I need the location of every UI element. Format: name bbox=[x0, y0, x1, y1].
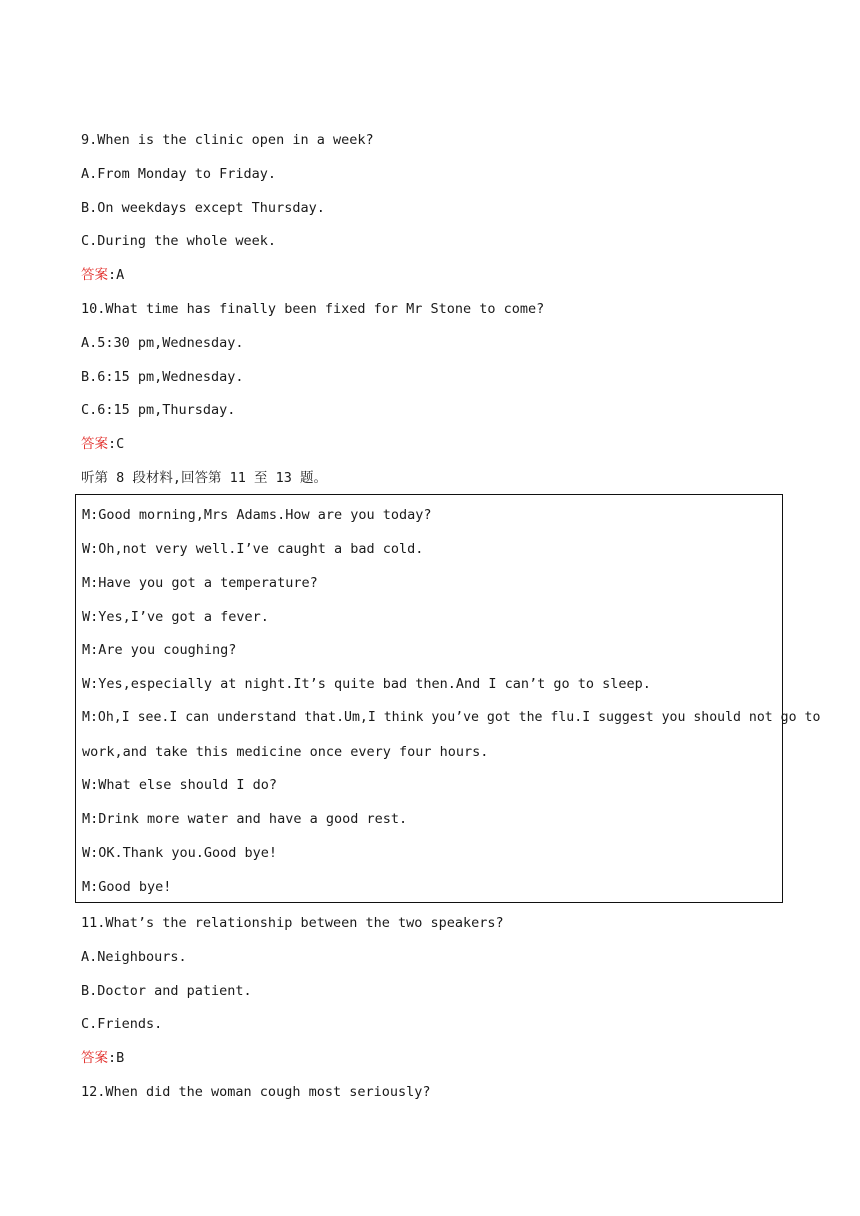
dialogue-line: W:What else should I do? bbox=[82, 777, 278, 793]
question-12: 12.When did the woman cough most seriously? bbox=[81, 1084, 431, 1100]
answer-value: :A bbox=[108, 267, 125, 283]
dialogue-line: work,and take this medicine once every four hours. bbox=[82, 744, 489, 760]
q11-option-c: C.Friends. bbox=[81, 1016, 163, 1032]
dialogue-line: W:Yes,I’ve got a fever. bbox=[82, 609, 269, 625]
q9-answer bbox=[81, 265, 124, 285]
dialogue-line: M:Oh,I see.I can understand that.Um,I think you’ve got the flu.I suggest you should not go to bbox=[82, 710, 821, 725]
answer-value: :B bbox=[108, 1050, 125, 1066]
q10-answer bbox=[81, 434, 124, 454]
q10-option-a: A.5:30 pm,Wednesday. bbox=[81, 335, 244, 351]
q10-option-b: B.6:15 pm,Wednesday. bbox=[81, 369, 244, 385]
dialogue-line: W:Yes,especially at night.It’s quite bad then.And I can’t go to sleep. bbox=[82, 676, 651, 692]
dialogue-line: M:Have you got a temperature? bbox=[82, 575, 318, 591]
dialogue-line: M:Are you coughing? bbox=[82, 642, 237, 658]
q11-option-a: A.Neighbours. bbox=[81, 949, 187, 965]
answer-label: 答案 bbox=[81, 1050, 108, 1066]
question-11: 11.What’s the relationship between the two speakers? bbox=[81, 915, 504, 931]
transcript-box bbox=[75, 494, 821, 903]
dialogue-line: M:Good morning,Mrs Adams.How are you today? bbox=[82, 507, 432, 523]
dialogue-line: M:Good bye! bbox=[82, 879, 172, 895]
section-instruction: 听第 8 段材料,回答第 11 至 13 题。 bbox=[81, 470, 328, 486]
answer-label: 答案 bbox=[81, 436, 108, 452]
dialogue-line: M:Drink more water and have a good rest. bbox=[82, 811, 408, 827]
question-10: 10.What time has finally been fixed for Mr Stone to come? bbox=[81, 301, 545, 317]
q11-answer bbox=[81, 1048, 124, 1068]
q9-option-c: C.During the whole week. bbox=[81, 233, 277, 249]
dialogue-line: W:OK.Thank you.Good bye! bbox=[82, 845, 278, 861]
answer-value: :C bbox=[108, 436, 125, 452]
q11-option-b: B.Doctor and patient. bbox=[81, 983, 252, 999]
q10-option-c: C.6:15 pm,Thursday. bbox=[81, 402, 236, 418]
q9-option-a: A.From Monday to Friday. bbox=[81, 166, 277, 182]
q9-option-b: B.On weekdays except Thursday. bbox=[81, 200, 325, 216]
dialogue-line: W:Oh,not very well.I’ve caught a bad cold. bbox=[82, 541, 424, 557]
answer-label: 答案 bbox=[81, 267, 108, 283]
question-9: 9.When is the clinic open in a week? bbox=[81, 132, 374, 148]
